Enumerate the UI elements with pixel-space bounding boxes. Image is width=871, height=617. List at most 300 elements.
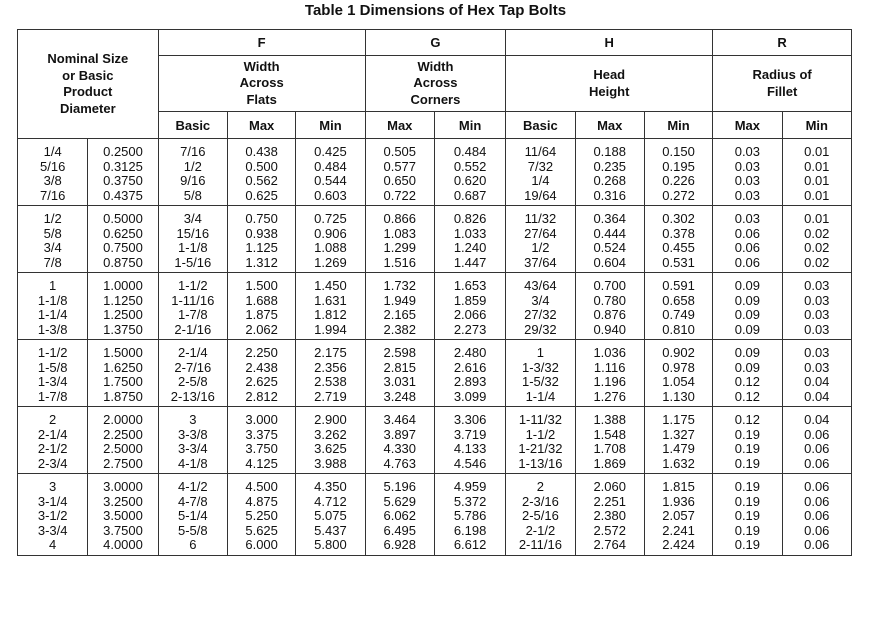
g-min-value: 4.546	[453, 455, 487, 471]
f-min-cell	[296, 273, 365, 340]
header-line: or Basic	[62, 67, 114, 83]
r-min-value: 0.03	[804, 307, 830, 322]
f-basic-value: 9/16	[180, 173, 206, 188]
nominal-decimal-cell	[88, 139, 158, 206]
nominal-fraction-value: 7/16	[40, 187, 66, 203]
h-basic-cell	[506, 206, 575, 273]
f-basic-header: Basic	[158, 112, 227, 139]
r-max-value: 0.03	[734, 187, 761, 203]
nominal-fraction-value: 5/8	[43, 225, 62, 241]
h-max-header: Max	[575, 112, 644, 139]
f-basic-cell	[158, 407, 227, 474]
h-basic-value: 7/32	[527, 158, 554, 174]
r-max-value: 0.19	[734, 508, 761, 523]
g-min-value: 1.240	[453, 240, 487, 255]
nominal-fraction-value: 3/8	[43, 173, 62, 188]
h-basic-value: 2-1/2	[525, 522, 556, 538]
r-min-value: 0.03	[804, 292, 830, 308]
h-basic-value: 11/64	[524, 144, 557, 159]
nominal-decimal-cell	[88, 407, 158, 474]
h-max-value: 0.444	[593, 225, 626, 241]
r-max-cell	[713, 206, 782, 273]
h-min-value: 2.241	[662, 522, 695, 538]
size-group-row	[18, 407, 852, 474]
f-basic-value: 2-1/4	[178, 345, 208, 360]
nominal-fraction-value: 1-3/8	[37, 321, 68, 337]
h-basic-value: 2-5/16	[521, 508, 559, 523]
h-min-value: 0.591	[662, 278, 695, 293]
f-basic-cell	[158, 474, 227, 556]
f-max-value: 5.250	[245, 508, 278, 523]
h-min-cell	[644, 407, 712, 474]
nominal-fraction-cell	[18, 273, 88, 340]
f-max-value: 4.500	[245, 479, 278, 494]
header-line: Nominal Size	[47, 51, 129, 66]
g-min-value: 4.959	[453, 479, 487, 494]
r-max-value: 0.09	[734, 345, 761, 360]
r-max-value: 0.19	[734, 537, 761, 552]
h-max-value: 0.876	[593, 307, 626, 322]
f-basic-value: 3-3/4	[178, 441, 208, 456]
header-line: Head	[593, 67, 626, 82]
nominal-decimal-value: 1.8750	[103, 388, 143, 404]
g-min-value: 0.687	[453, 187, 487, 203]
r-min-value: 0.06	[804, 537, 830, 552]
f-basic-value: 4-7/8	[178, 493, 208, 509]
r-min-value: 0.06	[804, 455, 830, 471]
nominal-fraction-value: 1-1/4	[37, 307, 68, 322]
nominal-fraction-value: 1/2	[43, 211, 62, 226]
r-min-value: 0.01	[804, 158, 830, 174]
f-max-value: 0.938	[245, 225, 278, 241]
h-min-cell	[644, 273, 712, 340]
nominal-fraction-value: 7/8	[43, 254, 62, 270]
h-max-value: 0.940	[593, 321, 626, 337]
h-min-value: 0.195	[662, 158, 695, 174]
g-min-value: 3.099	[453, 388, 487, 404]
nominal-decimal-value: 3.7500	[103, 522, 143, 538]
f-basic-value: 7/16	[180, 144, 206, 159]
r-min-value: 0.06	[804, 508, 830, 523]
h-min-value: 1.936	[662, 493, 695, 509]
g-max-header: Max	[365, 112, 434, 139]
f-min-value: 1.088	[314, 240, 347, 255]
h-basic-value: 1-13/16	[518, 455, 563, 471]
g-min-header: Min	[434, 112, 505, 139]
r-max-value: 0.19	[734, 441, 761, 456]
g-min-value: 2.616	[453, 359, 487, 375]
f-min-value: 1.269	[314, 254, 347, 270]
nominal-fraction-value: 4	[49, 537, 57, 552]
g-min-cell	[434, 340, 505, 407]
f-min-value: 3.625	[314, 441, 347, 456]
nominal-fraction-cell	[18, 407, 88, 474]
r-min-value: 0.04	[804, 412, 830, 427]
nominal-decimal-value: 2.5000	[103, 441, 143, 456]
f-max-cell	[227, 474, 295, 556]
f-max-value: 1.125	[245, 240, 278, 255]
nominal-fraction-value: 3/4	[43, 240, 62, 255]
r-min-value: 0.01	[804, 187, 830, 203]
h-basic-value: 37/64	[524, 254, 557, 270]
nominal-decimal-value: 1.0000	[103, 278, 143, 293]
h-min-value: 0.531	[662, 254, 695, 270]
f-max-value: 0.438	[245, 144, 278, 159]
r-min-cell	[782, 206, 851, 273]
f-basic-value: 1-11/16	[171, 292, 215, 308]
nominal-decimal-value: 3.5000	[103, 508, 143, 523]
h-min-value: 1.632	[662, 455, 695, 471]
r-min-value: 0.02	[804, 254, 830, 270]
r-max-cell	[713, 139, 782, 206]
f-max-value: 0.625	[245, 187, 278, 203]
nominal-decimal-value: 0.3125	[103, 158, 143, 174]
f-max-value: 2.062	[245, 321, 278, 337]
h-min-cell	[644, 340, 712, 407]
f-max-value: 1.875	[245, 307, 278, 322]
g-min-value: 5.372	[453, 493, 487, 509]
g-max-value: 3.464	[383, 412, 417, 427]
g-max-value: 6.495	[383, 522, 417, 538]
r-min-value: 0.03	[804, 345, 830, 360]
g-min-value: 1.033	[453, 225, 487, 241]
nominal-fraction-value: 3	[49, 479, 57, 494]
header-line: Width	[417, 58, 454, 74]
nominal-decimal-value: 2.7500	[103, 455, 143, 471]
f-basic-value: 4-1/2	[178, 479, 208, 494]
f-max-cell	[227, 273, 295, 340]
f-basic-value: 1-7/8	[178, 307, 208, 322]
f-max-value: 4.125	[245, 455, 278, 471]
f-min-value: 3.988	[314, 455, 347, 471]
h-max-cell	[575, 273, 644, 340]
r-max-value: 0.09	[734, 278, 761, 293]
f-max-value: 0.750	[245, 211, 278, 226]
h-basic-value: 1-21/32	[518, 441, 563, 456]
r-max-cell	[713, 407, 782, 474]
r-min-value: 0.04	[804, 374, 830, 389]
h-basic-cell	[506, 407, 575, 474]
f-max-value: 2.625	[245, 374, 278, 389]
nominal-decimal-value: 2.0000	[103, 412, 143, 427]
h-max-value: 1.036	[593, 345, 626, 360]
nominal-fraction-value: 1-7/8	[37, 388, 68, 404]
size-group-row	[18, 273, 852, 340]
g-max-cell	[365, 139, 434, 206]
r-min-value: 0.01	[804, 144, 830, 159]
h-max-value: 0.780	[593, 292, 626, 308]
nominal-fraction-cell	[18, 340, 88, 407]
g-min-value: 1.447	[453, 254, 487, 270]
g-max-value: 3.248	[383, 388, 417, 404]
g-max-value: 2.165	[383, 307, 417, 322]
h-max-cell	[575, 139, 644, 206]
g-min-value: 1.859	[453, 292, 487, 308]
h-min-value: 1.054	[662, 374, 695, 389]
h-basic-header: Basic	[506, 112, 575, 139]
f-basic-value: 1-1/8	[178, 240, 208, 255]
f-min-value: 2.356	[314, 359, 347, 375]
nominal-fraction-value: 2	[49, 412, 57, 427]
h-basic-value: 1-1/4	[525, 388, 556, 404]
f-min-value: 0.603	[314, 187, 347, 203]
f-basic-value: 1-5/16	[174, 254, 212, 270]
f-min-value: 4.712	[314, 493, 347, 509]
g-max-value: 3.897	[383, 426, 417, 442]
r-min-cell	[782, 139, 851, 206]
f-min-cell	[296, 407, 365, 474]
g-max-value: 0.722	[383, 187, 417, 203]
f-max-value: 3.375	[245, 426, 278, 442]
size-group-row	[18, 474, 852, 556]
h-max-value: 1.869	[593, 455, 626, 471]
h-max-value: 0.235	[593, 158, 626, 174]
g-min-cell	[434, 407, 505, 474]
r-max-cell	[713, 474, 782, 556]
f-min-value: 2.175	[314, 345, 347, 360]
r-min-value: 0.03	[804, 321, 830, 337]
f-basic-value: 3-3/8	[178, 426, 208, 442]
f-min-value: 1.994	[314, 321, 347, 337]
f-min-value: 0.544	[314, 173, 347, 188]
h-basic-cell	[506, 474, 575, 556]
f-min-value: 1.450	[314, 278, 347, 293]
h-basic-value: 2-3/16	[521, 493, 559, 509]
h-min-cell	[644, 139, 712, 206]
r-max-value: 0.19	[734, 522, 761, 538]
nominal-decimal-cell	[88, 273, 158, 340]
f-max-value: 4.875	[245, 493, 278, 509]
f-min-value: 2.719	[314, 388, 347, 404]
hex-tap-bolt-dimensions-table	[17, 29, 852, 556]
h-max-value: 1.196	[593, 374, 626, 389]
r-max-cell	[713, 340, 782, 407]
g-max-value: 0.650	[383, 173, 417, 188]
nominal-decimal-value: 0.5000	[103, 211, 143, 226]
h-basic-value: 2-11/16	[518, 537, 562, 552]
f-min-cell	[296, 474, 365, 556]
group-letter-f: F	[158, 30, 365, 56]
r-min-value: 0.06	[804, 493, 830, 509]
nominal-fraction-value: 1-1/2	[37, 345, 68, 360]
nominal-fraction-value: 1/4	[43, 144, 62, 159]
r-min-cell	[782, 340, 851, 407]
r-min-value: 0.06	[804, 479, 830, 494]
g-min-cell	[434, 474, 505, 556]
f-max-value: 2.250	[245, 345, 278, 360]
h-min-cell	[644, 206, 712, 273]
header-line: Diameter	[60, 100, 116, 116]
r-max-value: 0.09	[734, 359, 761, 375]
r-max-value: 0.06	[734, 254, 761, 270]
nominal-decimal-cell	[88, 206, 158, 273]
h-min-value: 1.175	[662, 412, 695, 427]
f-basic-value: 1-1/2	[178, 278, 208, 293]
nominal-decimal-value: 2.2500	[103, 426, 143, 442]
nominal-decimal-value: 1.2500	[103, 307, 143, 322]
nominal-decimal-value: 4.0000	[103, 537, 143, 552]
h-min-value: 2.424	[662, 537, 695, 552]
nominal-decimal-value: 1.6250	[103, 359, 143, 375]
nominal-decimal-value: 0.2500	[103, 144, 143, 159]
f-min-cell	[296, 340, 365, 407]
f-max-cell	[227, 340, 295, 407]
g-min-value: 6.612	[453, 537, 487, 552]
f-basic-value: 1/2	[183, 158, 202, 174]
nominal-fraction-cell	[18, 206, 88, 273]
r-min-value: 0.06	[804, 522, 830, 538]
f-max-value: 1.500	[245, 278, 278, 293]
h-max-value: 2.572	[593, 522, 626, 538]
f-min-value: 5.075	[314, 508, 347, 523]
r-max-value: 0.19	[734, 479, 761, 494]
f-basic-value: 6	[189, 537, 197, 552]
g-min-value: 0.484	[453, 144, 487, 159]
f-basic-value: 2-5/8	[178, 374, 208, 389]
h-min-header: Min	[644, 112, 712, 139]
nominal-fraction-value: 1-5/8	[37, 359, 68, 375]
h-basic-value: 3/4	[531, 292, 550, 308]
group-name-width-across-flats	[158, 56, 365, 112]
r-max-value: 0.06	[734, 225, 761, 241]
r-max-value: 0.09	[734, 321, 761, 337]
header-line: Fillet	[766, 83, 798, 99]
nominal-size-header	[18, 30, 159, 139]
f-min-cell	[296, 139, 365, 206]
g-min-value: 5.786	[453, 508, 487, 523]
f-basic-value: 5/8	[183, 187, 202, 203]
r-min-value: 0.03	[804, 359, 830, 375]
h-min-value: 0.810	[662, 321, 695, 337]
h-basic-value: 1-1/2	[525, 426, 556, 442]
f-min-value: 0.906	[314, 225, 347, 241]
h-basic-cell	[506, 340, 575, 407]
h-max-value: 0.700	[593, 278, 626, 293]
r-min-value: 0.02	[804, 225, 830, 241]
h-min-value: 1.130	[662, 388, 695, 404]
table-header	[18, 30, 852, 139]
h-basic-value: 19/64	[524, 187, 557, 203]
group-letter-r: R	[713, 30, 852, 56]
g-min-cell	[434, 139, 505, 206]
h-basic-value: 1-3/32	[521, 359, 559, 375]
group-letter-g: G	[365, 30, 506, 56]
nominal-decimal-value: 0.6250	[103, 225, 143, 241]
f-basic-cell	[158, 340, 227, 407]
r-max-header: Max	[713, 112, 782, 139]
f-basic-value: 4-1/8	[178, 455, 208, 471]
r-min-value: 0.04	[804, 388, 830, 404]
nominal-fraction-value: 1-1/8	[37, 292, 68, 308]
g-max-value: 0.577	[383, 158, 417, 174]
h-min-value: 1.327	[662, 426, 695, 442]
g-max-value: 2.598	[383, 345, 417, 360]
r-max-value: 0.06	[734, 240, 761, 255]
g-max-cell	[365, 340, 434, 407]
nominal-decimal-value: 1.1250	[103, 292, 143, 308]
nominal-fraction-value: 1	[49, 278, 57, 293]
header-line: Corners	[410, 91, 461, 107]
h-max-value: 1.708	[593, 441, 626, 456]
f-min-value: 2.538	[314, 374, 347, 389]
f-min-value: 5.800	[314, 537, 347, 552]
f-max-value: 3.000	[245, 412, 278, 427]
r-min-value: 0.06	[804, 426, 830, 442]
g-max-value: 1.516	[383, 254, 417, 270]
f-max-value: 0.500	[245, 158, 278, 174]
h-max-value: 0.604	[593, 254, 626, 270]
h-basic-value: 1-11/32	[518, 412, 562, 427]
h-basic-value: 43/64	[524, 278, 557, 293]
f-basic-value: 15/16	[176, 225, 210, 241]
f-max-value: 2.812	[245, 388, 278, 404]
f-min-header: Min	[296, 112, 365, 139]
group-name-head-height	[506, 56, 713, 112]
header-line: Flats	[246, 91, 277, 107]
g-min-value: 4.133	[453, 441, 487, 456]
r-min-cell	[782, 407, 851, 474]
f-basic-cell	[158, 206, 227, 273]
f-min-value: 2.900	[314, 412, 347, 427]
g-max-value: 4.763	[383, 455, 417, 471]
r-min-header: Min	[782, 112, 851, 139]
r-max-value: 0.03	[734, 173, 761, 188]
nominal-decimal-value: 0.4375	[103, 187, 143, 203]
r-max-value: 0.03	[734, 211, 761, 226]
g-max-value: 1.949	[383, 292, 417, 308]
g-max-value: 1.299	[383, 240, 417, 255]
g-min-cell	[434, 273, 505, 340]
h-min-value: 1.815	[662, 479, 695, 494]
g-min-value: 1.653	[453, 278, 487, 293]
g-max-cell	[365, 407, 434, 474]
h-max-cell	[575, 474, 644, 556]
g-max-value: 1.732	[383, 278, 417, 293]
h-max-value: 2.060	[593, 479, 626, 494]
r-max-value: 0.12	[734, 374, 761, 389]
h-max-value: 2.764	[593, 537, 626, 552]
nominal-decimal-value: 1.3750	[103, 321, 143, 337]
header-line: Width	[243, 58, 280, 74]
g-max-value: 5.196	[383, 479, 417, 494]
group-name-radius-of-fillet	[713, 56, 852, 112]
f-min-value: 0.725	[314, 211, 347, 226]
r-max-value: 0.03	[734, 158, 761, 174]
table-title: Table 1 Dimensions of Hex Tap Bolts	[304, 2, 567, 19]
h-max-value: 2.251	[593, 493, 626, 509]
h-basic-value: 1/4	[531, 173, 550, 188]
g-min-value: 6.198	[453, 522, 487, 538]
g-min-value: 2.066	[453, 307, 487, 322]
h-max-value: 1.276	[593, 388, 626, 404]
h-max-cell	[575, 340, 644, 407]
g-min-value: 3.719	[453, 426, 487, 442]
g-max-cell	[365, 474, 434, 556]
g-max-value: 5.629	[383, 493, 417, 509]
nominal-decimal-value: 1.7500	[103, 374, 143, 389]
nominal-fraction-value: 3-3/4	[37, 522, 68, 538]
nominal-fraction-value: 2-1/4	[37, 426, 68, 442]
f-min-value: 0.484	[314, 158, 347, 174]
h-max-value: 0.268	[593, 173, 626, 188]
group-name-width-across-corners	[365, 56, 506, 112]
g-min-cell	[434, 206, 505, 273]
h-basic-value: 11/32	[524, 211, 557, 226]
f-basic-value: 2-13/16	[170, 388, 215, 404]
g-max-value: 2.815	[383, 359, 417, 375]
h-basic-cell	[506, 139, 575, 206]
g-min-value: 3.306	[453, 412, 487, 427]
